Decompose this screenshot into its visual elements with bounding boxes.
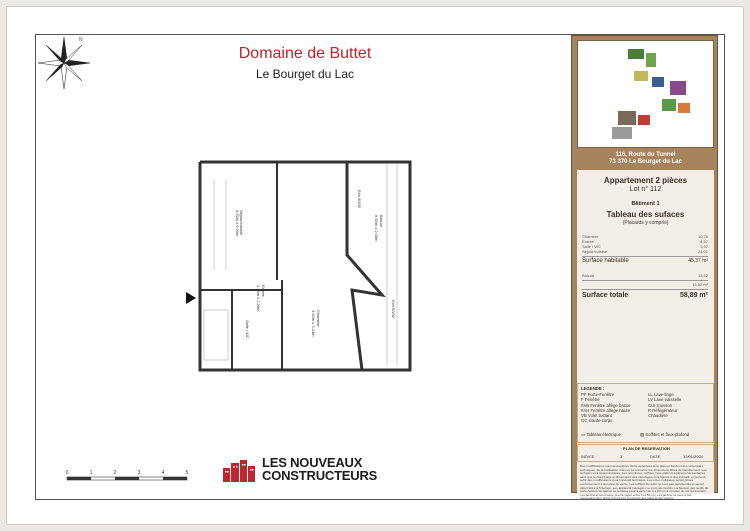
floor-plan xyxy=(182,150,422,380)
scale-tick-2: 2 xyxy=(113,470,117,476)
project-location: Le Bourget du Lac xyxy=(255,67,355,81)
address-line2: 73 370 Le Bourget du Lac xyxy=(609,159,682,165)
date-label: DATE xyxy=(650,454,661,459)
label-balcon: Balcon xyxy=(379,215,384,228)
batiment-label: Bâtiment 1 xyxy=(631,201,660,207)
scale-bar xyxy=(63,468,195,486)
site-plan-thumbnail xyxy=(577,40,714,148)
indice-value: 3 xyxy=(620,454,623,459)
legend-box xyxy=(577,383,714,443)
table-subtitle: (Placards y compris) xyxy=(622,220,669,226)
table-title: Tableau des sufaces xyxy=(606,210,685,219)
bathtub xyxy=(204,310,228,360)
buildings-logo-icon xyxy=(222,460,256,482)
total-row: Surface totale 58,89 m² xyxy=(582,289,708,299)
label-sdb: Salle / WC xyxy=(245,320,250,339)
habitable-row: Surface habitable 45,37 m² xyxy=(582,258,708,264)
date-value: 12/01/2024 xyxy=(683,454,704,459)
label-sejour-area: 5.92m x 5.09m xyxy=(235,210,240,237)
surface-row: Salle / WC 3,97 xyxy=(582,244,708,249)
scale-tick-4: 4 xyxy=(161,470,165,476)
project-title: Domaine de Buttet xyxy=(238,45,372,62)
lot-number: Lot n° 112 xyxy=(629,186,662,193)
indice-label: INDICE xyxy=(581,454,595,459)
label-entree-area: 1.34m x 2.28m xyxy=(256,285,261,312)
label-entree: Entrée xyxy=(261,285,266,297)
developer-logo xyxy=(222,456,392,486)
label-chambre: Chambre xyxy=(316,310,321,327)
label-balcon-area: 5.45m x 2.06m xyxy=(374,215,379,242)
balcon-total-row: 13,52 m² xyxy=(582,280,708,282)
info-panel xyxy=(571,35,718,501)
scale-tick-1: 1 xyxy=(89,470,93,476)
legend-left: PF Porte-Fenêtre F Fenêtre FAB Fenêtre allège basse FAH Fenêtre allège haute VB Volet battant GC Garde corps xyxy=(581,392,631,424)
label-ff1: Ech 90/30 xyxy=(357,190,362,209)
address-line1: 116, Route du Tunnel xyxy=(615,152,676,158)
cartouche-title: PLAN DE RESERVATION xyxy=(623,446,670,451)
legend-right: LL Lave-linge LV Lave-vaisselle CUI Cuisson R Réfrigérateur Chaudière xyxy=(648,392,682,419)
scale-tick-5: 5 xyxy=(185,470,189,476)
surface-row: Entrée 4,57 xyxy=(582,239,708,244)
legend-soffites: ▨ Soffites et faux-plafond xyxy=(640,432,690,437)
label-sejour: Séjour/cuisine xyxy=(239,210,244,236)
logo-line2: CONSTRUCTEURS xyxy=(262,468,378,483)
compass-rose-icon xyxy=(36,35,92,91)
surface-row: Séjour/cuisine 24,01 xyxy=(582,249,708,254)
legend-tableau: ▭ Tableau électrique xyxy=(581,432,622,437)
address-block xyxy=(572,152,719,166)
apartment-type: Appartement 2 pièces xyxy=(603,176,688,185)
label-ff2: Ech 90/30 xyxy=(391,300,396,319)
legend-heading: LEGENDE : xyxy=(581,386,605,391)
surface-row: Chambre 10,76 xyxy=(582,234,708,239)
label-chambre-area: 3.43m x 3.34m xyxy=(311,310,316,337)
entrance-arrow-icon xyxy=(186,292,196,304)
disclaimer-text: Des modifications sont susceptibles d'être apportées à ce plan en fonction des nécessités techniques, de la réalisation mais en ce concerne les dimensions libres de l'équipement. Les surfaces sont approximatives. Les retombées, soffites, faux-plafond équipements sanitaires ainsi que le calepinage et dimensions des carrelages sont figurés à titre indicatif, et peuvent subir des modifications pour impératif technique. Les cotes indiquées seront prises conformément à la notice de vente. Les soffites de robot ne sont pas représentés et seront déterminés à l'intérieur. Les appareils ménagers ne sont pas fournis. La hauteur des seuils de porte-fenêtre de balcon ou terrasse pourra varier de 3 à 20 cm à compter du sol fini intérieur. Les jardins et la terrasse pourra varier entre 0 et 50 cm. Les jardins ne seront pas nécessairement plans et pourront comporter des talus et des pentes. xyxy=(577,463,714,493)
scale-tick-3: 3 xyxy=(137,470,141,476)
cartouche xyxy=(577,444,714,462)
svg-text:N: N xyxy=(79,37,83,43)
scale-tick-0: 0 xyxy=(65,470,69,476)
site-plan-image xyxy=(578,41,713,147)
logo-line1: LES NOUVEAUX xyxy=(262,455,363,470)
balcon-row: Balcon 13,52 xyxy=(582,273,708,278)
